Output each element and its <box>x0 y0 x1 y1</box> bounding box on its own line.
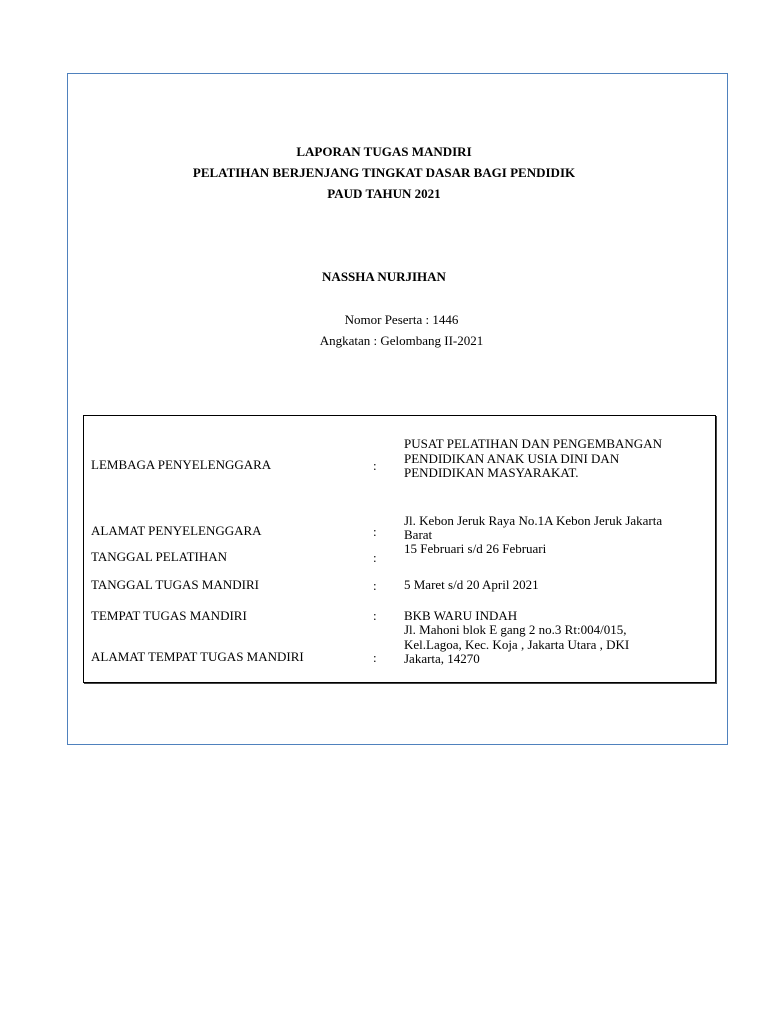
alamat-label: ALAMAT PENYELENGGARA <box>91 523 262 538</box>
tanggal-tugas-colon: : <box>373 578 377 593</box>
lembaga-value-line-3: PENDIDIKAN MASYARAKAT. <box>404 465 579 480</box>
year-title: PAUD TAHUN 2021 <box>327 186 441 201</box>
alamat-tempat-colon: : <box>373 650 377 665</box>
participant-name: NASSHA NURJIHAN <box>322 269 446 284</box>
alamat-tempat-value-line-3: Jakarta, 14270 <box>404 651 480 666</box>
lembaga-value-line-2: PENDIDIKAN ANAK USIA DINI DAN <box>404 451 620 466</box>
tempat-colon: : <box>373 608 377 623</box>
participant-batch: Angkatan : Gelombang II-2021 <box>319 333 484 348</box>
alamat-tempat-label: ALAMAT TEMPAT TUGAS MANDIRI <box>91 649 304 664</box>
tanggal-pelatihan-value: 15 Februari s/d 26 Februari <box>404 541 547 556</box>
tempat-label: TEMPAT TUGAS MANDIRI <box>91 608 247 623</box>
tanggal-pelatihan-label: TANGGAL PELATIHAN <box>91 549 228 564</box>
training-title: PELATIHAN BERJENJANG TINGKAT DASAR BAGI PENDIDIK <box>192 165 576 180</box>
alamat-value-line-1: Jl. Kebon Jeruk Raya No.1A Kebon Jeruk Jakarta <box>404 513 663 528</box>
tanggal-tugas-label: TANGGAL TUGAS MANDIRI <box>91 577 259 592</box>
report-title: LAPORAN TUGAS MANDIRI <box>296 144 472 159</box>
alamat-tempat-value-line-1: Jl. Mahoni blok E gang 2 no.3 Rt:004/015, <box>404 622 627 637</box>
alamat-value-line-2: Barat <box>404 527 433 542</box>
lembaga-colon: : <box>373 458 377 473</box>
tanggal-pelatihan-colon: : <box>373 550 377 565</box>
lembaga-value-line-1: PUSAT PELATIHAN DAN PENGEMBANGAN <box>404 436 662 451</box>
alamat-colon: : <box>373 524 377 539</box>
tanggal-tugas-value: 5 Maret s/d 20 April 2021 <box>404 577 539 592</box>
participant-number: Nomor Peserta : 1446 <box>344 312 459 327</box>
lembaga-label: LEMBAGA PENYELENGGARA <box>91 457 272 472</box>
alamat-tempat-value-line-2: Kel.Lagoa, Kec. Koja , Jakarta Utara , DKI <box>404 637 630 652</box>
tempat-value: BKB WARU INDAH <box>404 608 518 623</box>
